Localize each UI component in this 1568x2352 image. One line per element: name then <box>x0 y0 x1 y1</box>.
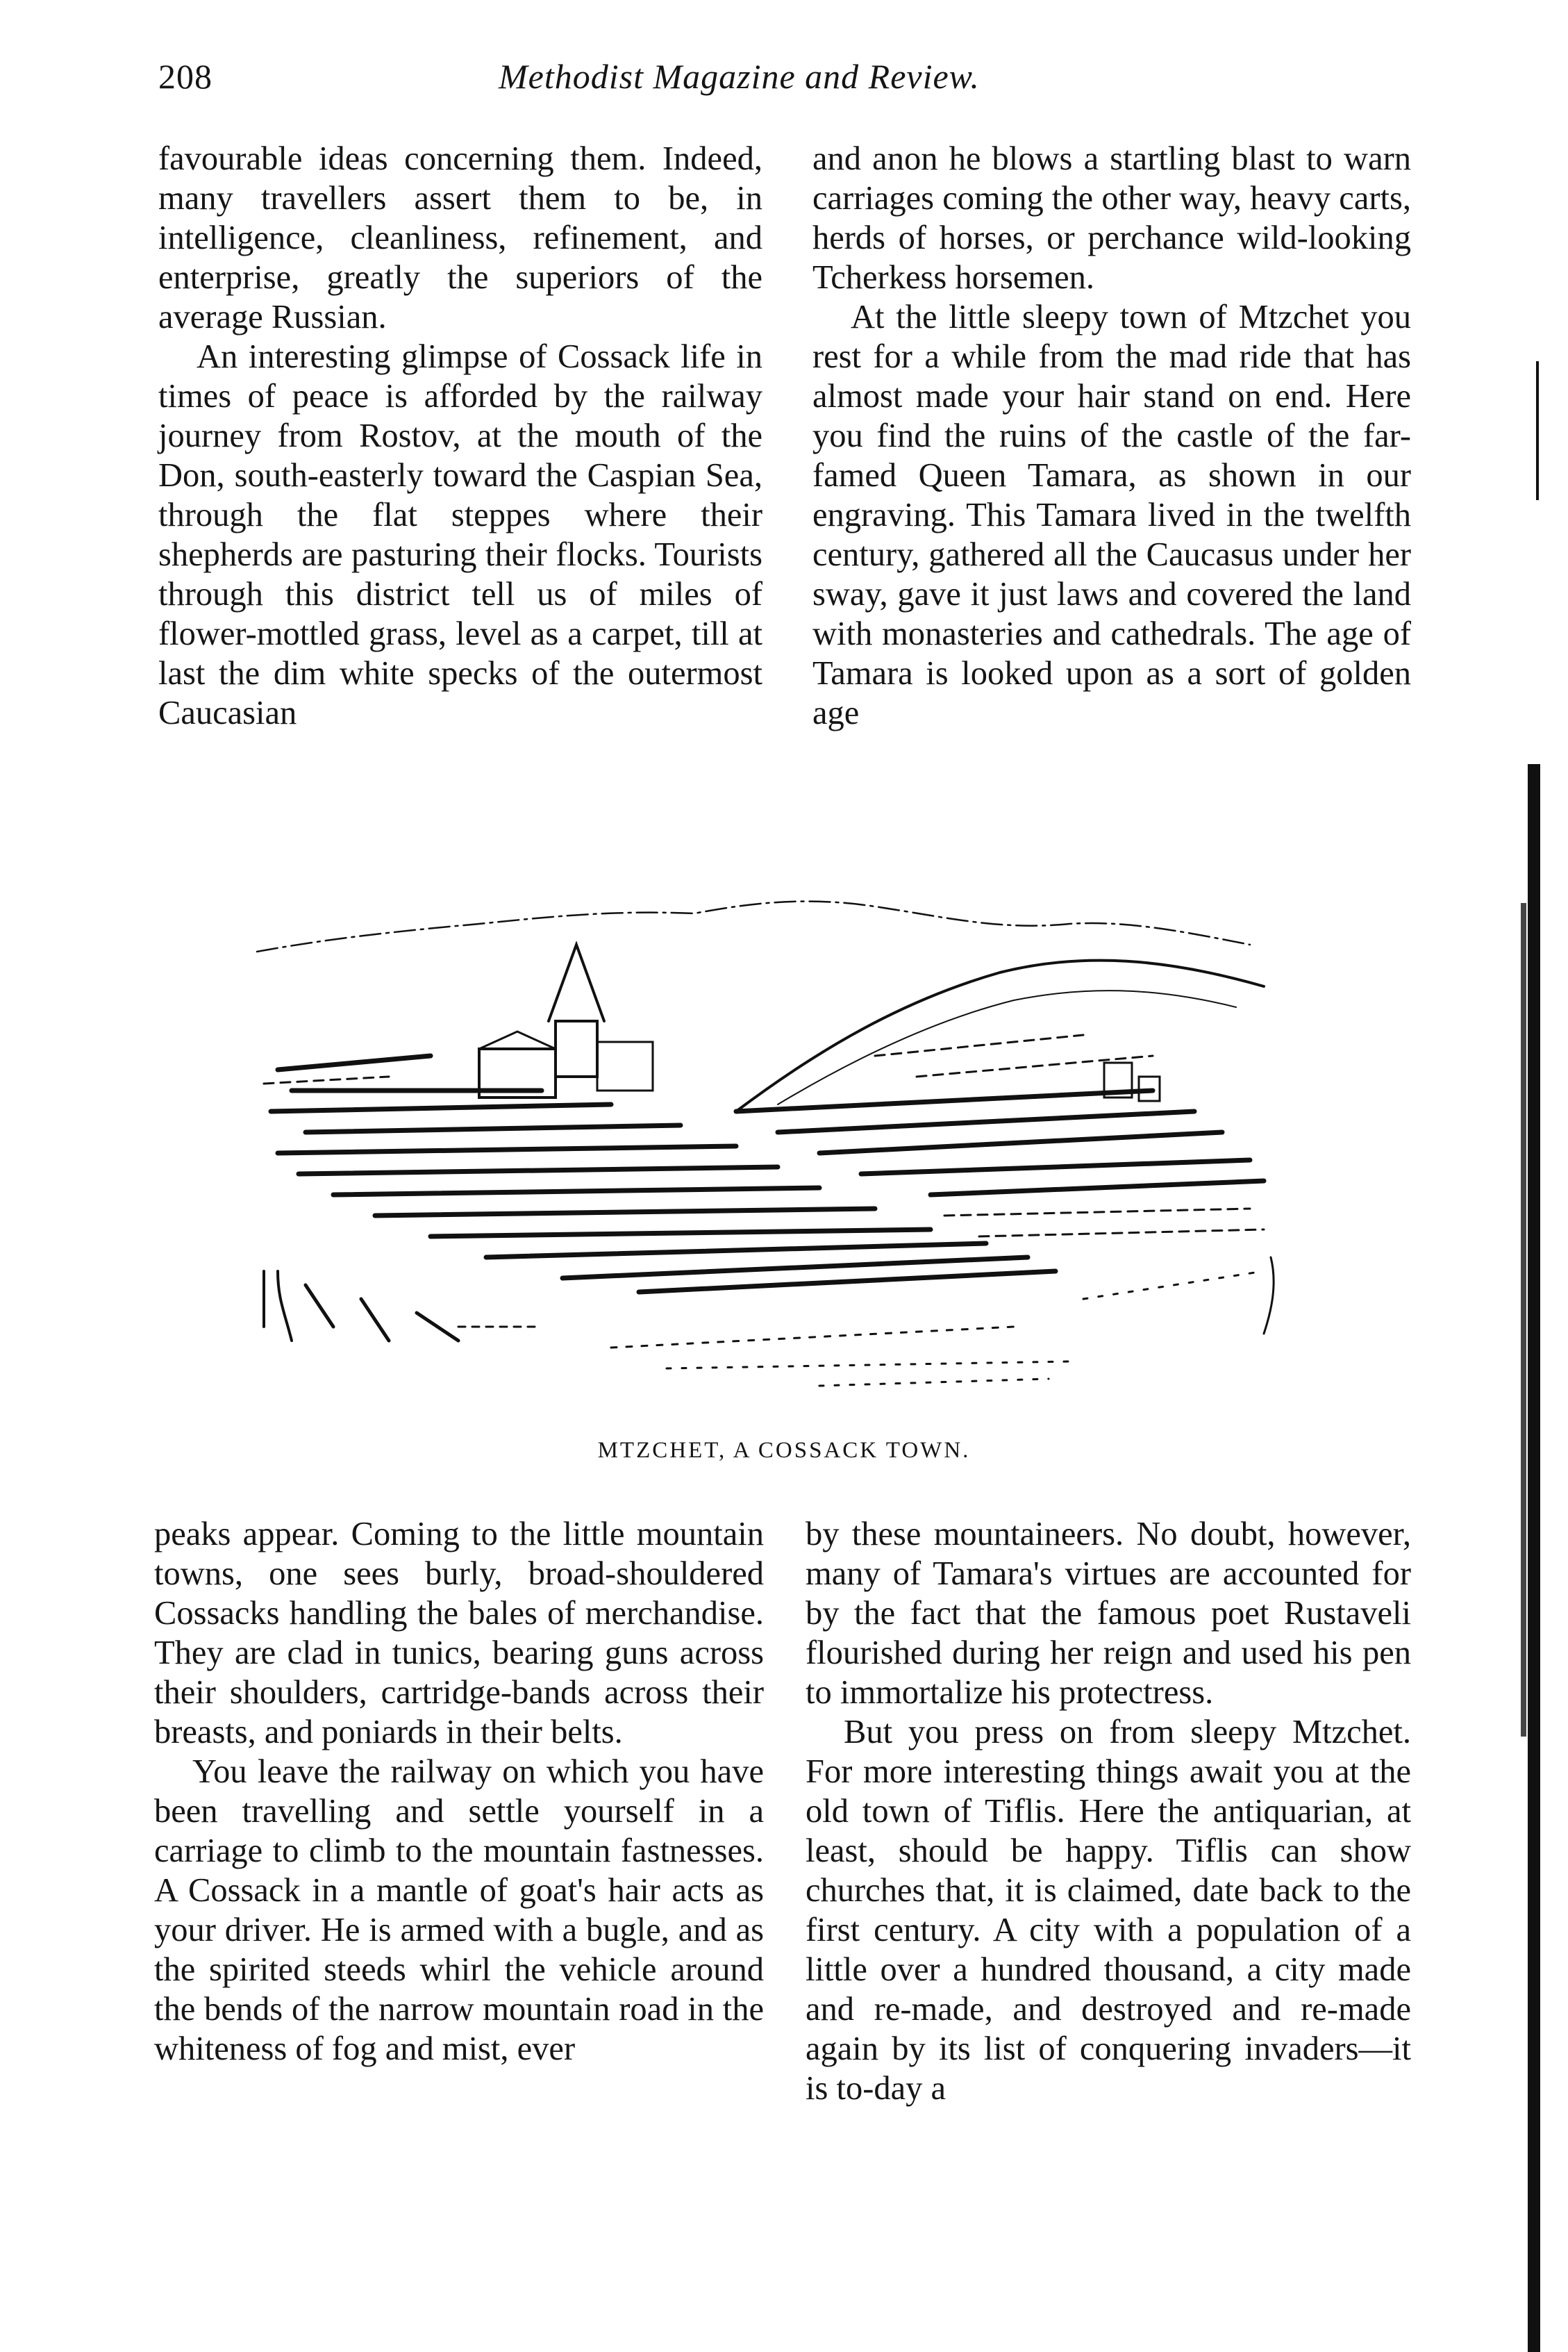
paragraph: and anon he blows a startling blast to warn carriages coming the other way, heavy carts, herds of horses, or perchance wild-looking Tcherkess horsemen. <box>812 140 1411 296</box>
scan-edge-mark <box>1521 903 1526 1737</box>
paragraph: You leave the railway on which you have been travelling and settle yourself in a carriage to climb to the mountain fastnesses. A Cossack in a mantle of goat's hair acts as your driver. He is armed with a bugle, and as the spirited steeds whirl the vehicle around the bends of the narrow mountain road in the whiteness of fog and mist, ever <box>154 1753 764 2067</box>
engraving-mtzchet <box>250 882 1306 1396</box>
scan-edge-mark <box>1528 764 1540 2352</box>
paragraph: But you press on from sleepy Mtzchet. For more interesting things await you at the old town of Tiflis. Here the antiquarian, at least, should be happy. Tiflis can show churches that, it is claimed, date back to the first century. A city with a population of a little over a hundred thousand, a city made and re-made, and destroyed and re-made again by its list of conquering invaders—it is to-day a <box>806 1714 1411 2107</box>
running-head: Methodist Magazine and Review. <box>499 57 980 96</box>
column-top-right <box>812 139 1411 733</box>
figure-caption: MTZCHET, A COSSACK TOWN. <box>597 1438 971 1463</box>
column-top-left <box>158 139 762 733</box>
page-header <box>158 49 1408 104</box>
paragraph: An interesting glimpse of Cossack life in times of peace is afforded by the railway journey from Rostov, at the mouth of the Don, south-easterly toward the Caspian Sea, through the flat steppes where their shepherds are pasturing their flocks. Tourists through this district tell us of miles of flower-mottled grass, level as a carpet, till at last the dim white specks of the outermost Caucasian <box>158 338 762 731</box>
paragraph: At the little sleepy town of Mtzchet you rest for a while from the mad ride that has almost made your hair stand on end. Here you find the ruins of the castle of the far-famed Queen Tamara, as shown in our engraving. This Tamara lived in the twelfth century, gathered all the Caucasus under her sway, gave it just laws and covered the land with monasteries and cathedrals. The age of Tamara is looked upon as a sort of golden age <box>812 299 1411 731</box>
paragraph: by these mountaineers. No doubt, however, many of Tamara's virtues are accounted for by the fact that the famous poet Rustaveli flourished during her reign and used his pen to immortalize his protectress. <box>806 1516 1411 1711</box>
column-bottom-left <box>154 1514 764 2069</box>
scan-edge-mark <box>1536 361 1539 500</box>
column-bottom-right <box>806 1514 1411 2108</box>
paragraph: favourable ideas concerning them. Indeed, many travellers assert them to be, in intelligence, cleanliness, refinement, and enterprise, greatly the superiors of the average Russian. <box>158 140 762 336</box>
page-number: 208 <box>158 57 212 96</box>
engraving-illustration <box>250 882 1306 1396</box>
paragraph: peaks appear. Coming to the little mountain towns, one sees burly, broad-shouldered Cossacks handling the bales of merchandise. They are clad in tunics, bearing guns across their shoulders, cartridge-bands across their breasts, and poniards in their belts. <box>154 1516 764 1750</box>
